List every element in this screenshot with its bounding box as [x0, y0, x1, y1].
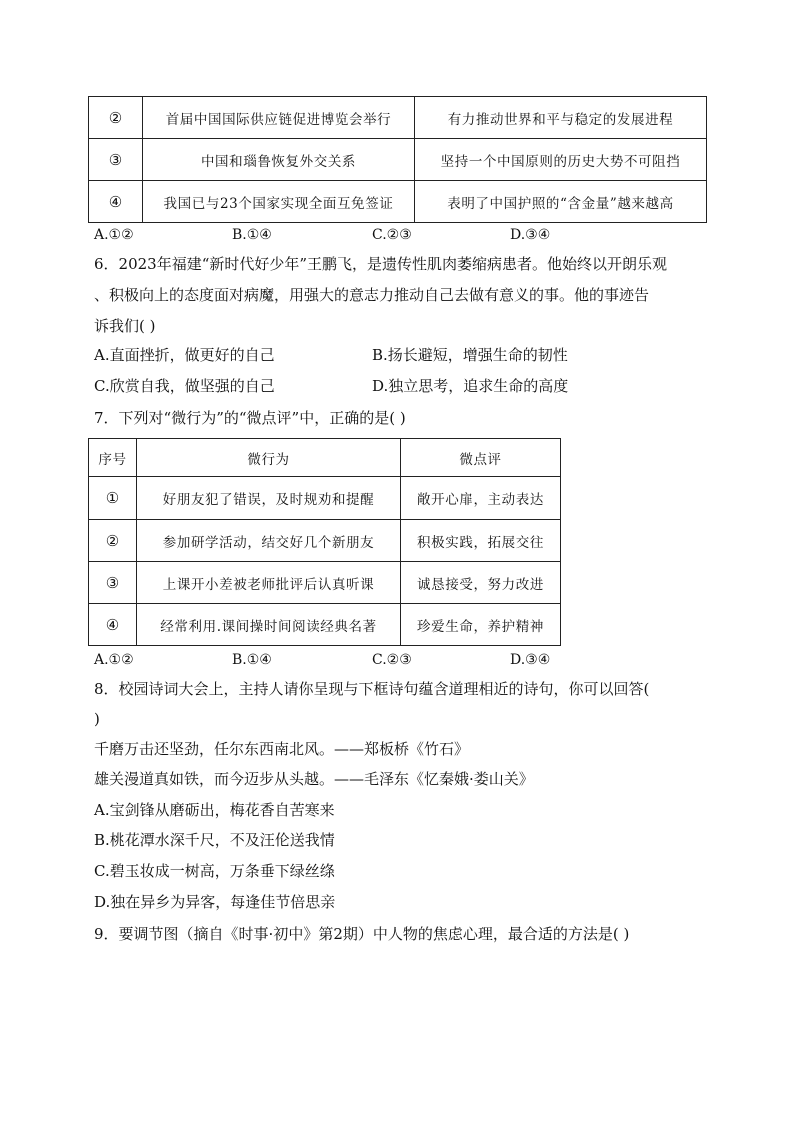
event-cell: 中国和瑙鲁恢复外交关系: [143, 139, 415, 181]
option-a: A.①②: [94, 652, 134, 668]
row-number: ③: [89, 562, 137, 604]
option-d: D.③④: [510, 652, 551, 668]
option-b: B.①④: [232, 227, 272, 243]
meaning-cell: 坚持一个中国原则的历史大势不可阻挡: [415, 139, 707, 181]
q6-stem-line-2: 、积极向上的态度面对病魔，用强大的意志力推动自己去做有意义的事。他的事迹告: [94, 286, 650, 304]
q7-table: [88, 438, 561, 646]
q8-stem-line-1: 8．校园诗词大会上，主持人请你呈现与下框诗句蕴含道理相近的诗句，你可以回答(: [94, 680, 650, 698]
action-cell: 上课开小差被老师批评后认真听课: [137, 562, 401, 604]
option-d: D.独立思考，追求生命的高度: [372, 377, 569, 395]
comment-cell: 敞开心扉，主动表达: [401, 477, 561, 520]
option-c: C.欣赏自我，做坚强的自己: [94, 377, 275, 395]
q6-stem-line-1: 6．2023年福建“新时代好少年”王鹏飞，是遗传性肌肉萎缩病患者。他始终以开朗乐观: [94, 255, 668, 273]
table-row: [89, 477, 561, 520]
header-action: 微行为: [137, 439, 401, 477]
comment-cell: 珍爱生命，养护精神: [401, 604, 561, 646]
row-number: ③: [89, 139, 143, 181]
table-row: [89, 181, 707, 223]
table-row: [89, 139, 707, 181]
event-cell: 首届中国国际供应链促进博览会举行: [143, 97, 415, 139]
meaning-cell: 有力推动世界和平与稳定的发展进程: [415, 97, 707, 139]
action-cell: 参加研学活动，结交好几个新朋友: [137, 520, 401, 562]
row-number: ②: [89, 97, 143, 139]
q8-option-d: D.独在异乡为异客，每逢佳节倍思亲: [94, 893, 336, 911]
option-b: B.扬长避短，增强生命的韧性: [372, 346, 568, 364]
table-header-row: [89, 439, 561, 477]
header-number: 序号: [89, 439, 137, 477]
comment-cell: 诚恳接受，努力改进: [401, 562, 561, 604]
option-a: A.①②: [94, 227, 134, 243]
option-a: A.直面挫折，做更好的自己: [94, 346, 275, 364]
q8-stem-line-2: ): [94, 710, 100, 728]
option-c: C.②③: [372, 227, 412, 243]
table-row: [89, 562, 561, 604]
q5-table: [88, 96, 707, 223]
q7-stem: 7．下列对“微行为”的“微点评”中，正确的是( ): [94, 409, 406, 427]
header-comment: 微点评: [401, 439, 561, 477]
option-d: D.③④: [510, 227, 551, 243]
q6-stem-line-3: 诉我们( ): [94, 317, 156, 335]
action-cell: 经常利用.课间操时间阅读经典名著: [137, 604, 401, 646]
table-row: [89, 97, 707, 139]
q8-option-c: C.碧玉妆成一树高，万条垂下绿丝绦: [94, 862, 335, 880]
table-row: [89, 520, 561, 562]
event-cell: 我国已与23个国家实现全面互免签证: [143, 181, 415, 223]
row-number: ①: [89, 477, 137, 520]
row-number: ④: [89, 181, 143, 223]
meaning-cell: 表明了中国护照的“含金量”越来越高: [415, 181, 707, 223]
q8-poem-line-2: 雄关漫道真如铁，而今迈步从头越。——毛泽东《忆秦娥·娄山关》: [94, 770, 534, 788]
option-c: C.②③: [372, 652, 412, 668]
row-number: ②: [89, 520, 137, 562]
q8-poem-line-1: 千磨万击还坚劲，任尔东西南北风。——郑板桥《竹石》: [94, 740, 470, 758]
row-number: ④: [89, 604, 137, 646]
action-cell: 好朋友犯了错误，及时规劝和提醒: [137, 477, 401, 520]
q9-stem: 9．要调节图（摘自《时事·初中》第2期）中人物的焦虑心理，最合适的方法是( ): [94, 925, 630, 943]
option-b: B.①④: [232, 652, 272, 668]
q8-option-b: B.桃花潭水深千尺，不及汪伦送我情: [94, 831, 335, 849]
comment-cell: 积极实践，拓展交往: [401, 520, 561, 562]
table-row: [89, 604, 561, 646]
q8-option-a: A.宝剑锋从磨砺出，梅花香自苦寒来: [94, 801, 335, 819]
